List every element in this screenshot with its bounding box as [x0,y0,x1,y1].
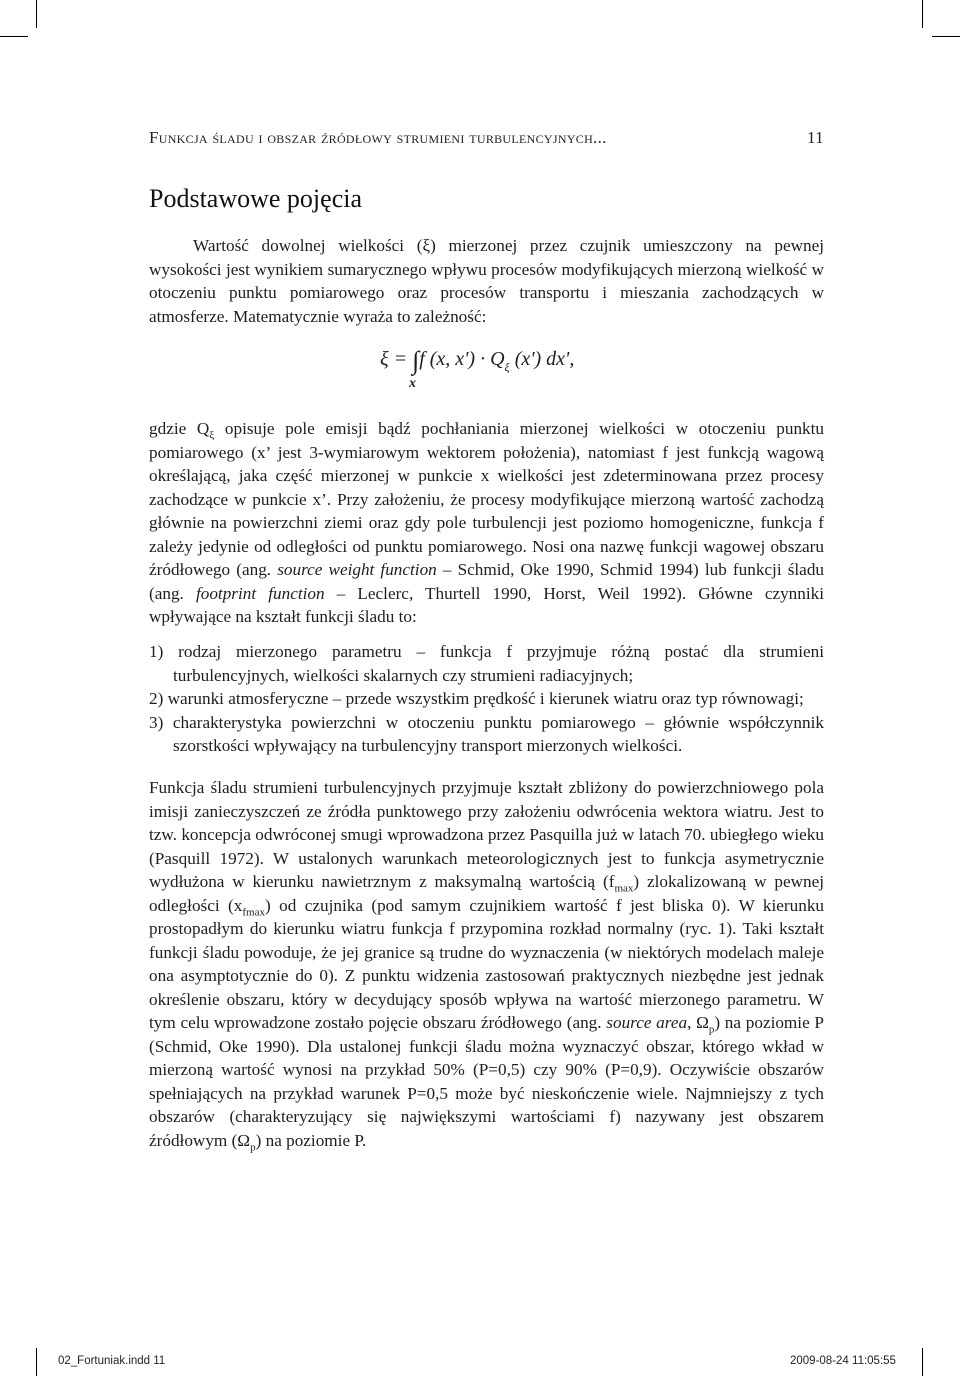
text-run: ) zlokalizowaną w pewnej odległości (x [149,872,824,915]
formula [380,346,574,376]
text-run: gdzie Q [149,419,210,438]
crop-mark [932,36,960,37]
footer-timestamp: 2009-08-24 11:05:55 [790,1355,896,1367]
subscript: p [250,1140,256,1153]
italic-term: source weight function [277,560,437,579]
italic-term: source area [606,1013,688,1032]
formula-lhs: ξ = [380,348,408,370]
running-header [149,128,824,148]
crop-mark [922,1348,923,1376]
paragraph [149,776,824,1152]
integral-sign: ∫ [412,346,420,375]
crop-mark [36,0,37,28]
paragraph-text: Wartość dowolnej wielkości (ξ) mierzonej przez czujnik umieszczony na pewnej wysokości jest wynikiem sumarycznego wpływu procesów modyfikujących mierzoną wielkość w otoczeniu punktu pomiarowego oraz procesów transportu i mieszania zachodzących w atmosferze. Matematycznie wyraża to zależność: [149,236,824,326]
factor-list [149,640,824,758]
running-title: Funkcja śladu i obszar źródłowy strumieni turbulencyjnych... [149,128,607,147]
subscript: p [708,1023,715,1036]
italic-term: footprint function [195,583,325,603]
text-run: Funkcja śladu strumieni turbulencyjnych przyjmuje kształt zbliżony do powierzchniowego pola imisji zanieczyszczeń ze źródła punktowego przy założeniu odwrócenia wektora wiatru. Jest to tzw. koncepcja odwróconej smugi wprowadzona przez Pasquilla już w latach 70. ubiegłego wieku (Pasquill 1972). W ustalonych warunkach meteorologicznych jest to funkcja asymetrycznie wydłużona w kierunku nawietrznym z maksymalną wartością (f [149,778,824,891]
text-run: ) na poziomie P. [255,1130,367,1150]
paragraph [149,234,824,328]
page-number: 11 [807,128,824,147]
text-run: ) na poziomie P (Schmid, Oke 1990). Dla ustalonej funkcji śladu można wyznaczyć obszar, którego wkład w mierzoną wartość wynosi na przykład 50% (P=0,5) czy 90% (P=0,9). Oczywiście obszarów spełniających na przykład warunek P=0,5 może być nieskończenie wiele. Najmniejszy z tych obszarów (charakteryzujący się największymi wartościami f) nazywany jest obszarem źródłowym (Ω [149,1013,824,1150]
formula-body: f (x, x') · Q [419,348,505,370]
text-run: ) od czujnika (pod samym czujnikiem wartość f jest bliska 0). W kierunku prostopadłym do kierunku wiatru funkcja f przypomina rozkład normalny (ryc. 1). Taki kształt funkcji śladu powoduje, że jej granice są trudne do wyznaczenia (w niektórych modelach maleje ona asymptotycznie do 0). Z punktu widzenia zastosowań praktycznych niezbędne jest jednak określenie obszaru, który w decydujący sposób wpływa na wartość mierzonego parametru. W tym celu wprowadzone zostało pojęcie obszaru źródłowego (ang. [149,895,825,1032]
formula-subscript: ξ [504,360,510,374]
text-run: opisuje pole emisji bądź pochłaniania mierzonej wielkości w otoczeniu punktu pomiarowego (x’ jest 3-wymiarowym wektorem położenia), natomiast f jest funkcją wagową określającą, jaka część mierzonej w punkcie x wielkości jest zdeterminowana przez procesy zachodzące w punkcie x’. Przy założeniu, że procesy modyfikujące mierzoną wartość zachodzą głównie na powierzchni ziemi oraz gdy pole turbulencji jest poziomo homogeniczne, funkcja f zależy jedynie od odległości od punktu pomiarowego. Nosi ona nazwę funkcji wagowej obszaru źródłowego (ang. [149,419,824,579]
list-item: 3) charakterystyka powierzchni w otoczeniu punktu pomiarowego – głównie współczynnik szorstkości wpływający na turbulencyjny transport mierzonych wielkości. [149,712,824,755]
integral-limit: x [409,376,416,391]
crop-mark [0,36,28,37]
list-item: 1) rodzaj mierzonego parametru – funkcja f przyjmuje różną postać dla strumieni turbulencyjnych, wielkości skalarnych czy strumieni radiacyjnych; [149,642,824,685]
crop-mark [36,1348,37,1376]
formula-tail: (x') dx', [509,348,575,370]
list-item: 2) warunki atmosferyczne – przede wszystkim prędkość i kierunek wiatru oraz typ równowagi; [149,689,804,708]
subscript: fmax [242,905,265,918]
text-run: , Ω [687,1013,709,1032]
text-run: – Schmid, Oke 1990, Schmid 1994) lub funkcji śladu (ang. [149,560,825,603]
footer-file: 02_Fortuniak.indd 11 [58,1355,166,1367]
subscript: ξ [209,429,215,442]
section-title: Podstawowe pojęcia [149,184,363,213]
subscript: max [614,882,634,895]
paragraph [149,417,824,629]
crop-mark [922,0,923,28]
text-run: – Leclerc, Thurtell 1990, Horst, Weil 1992). Główne czynniki wpływające na kształt funkcji śladu to: [149,583,825,626]
